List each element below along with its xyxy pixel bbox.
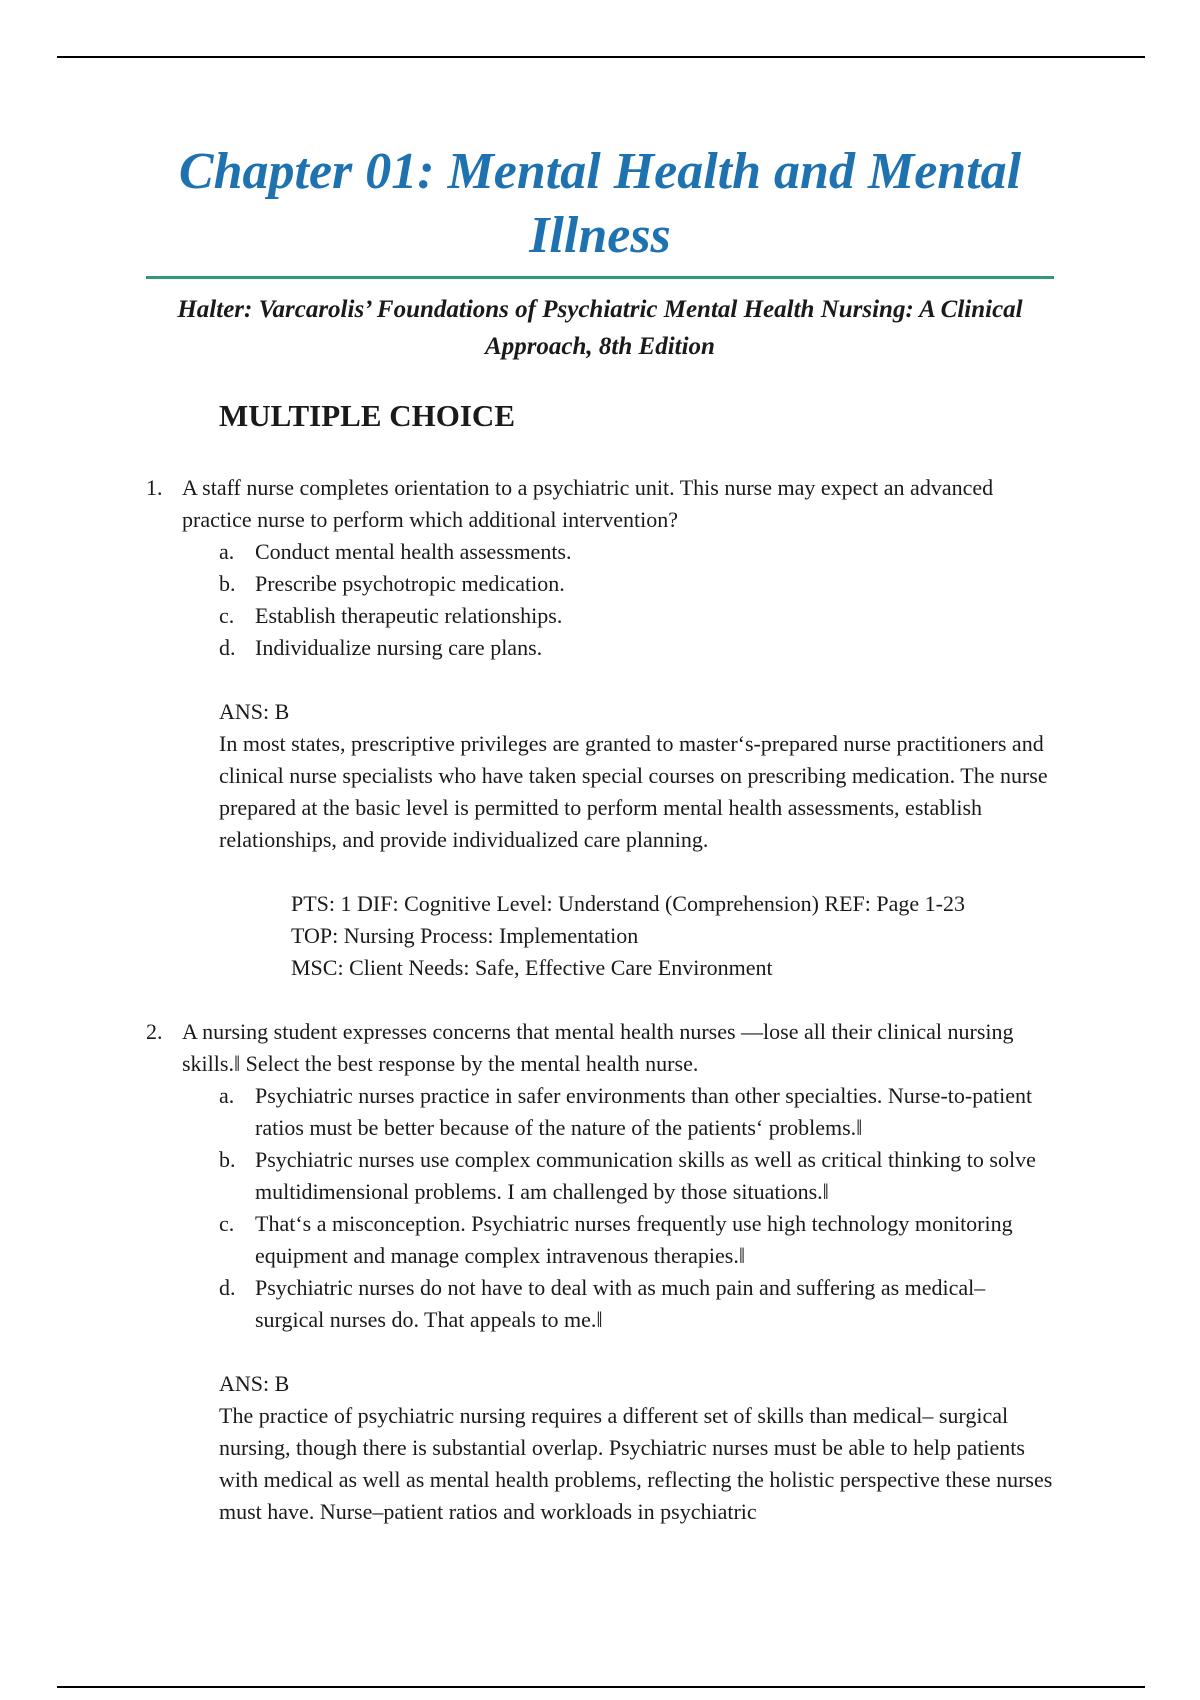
option-text: Establish therapeutic relationships.	[255, 603, 563, 628]
option-letter: b.	[219, 1147, 236, 1172]
option-letter: d.	[219, 635, 236, 660]
question-number: 2.	[146, 1019, 163, 1044]
top-rule	[57, 56, 1145, 58]
question-number: 1.	[146, 475, 163, 500]
option-letter: b.	[219, 571, 236, 596]
option-text: Conduct mental health assessments.	[255, 539, 572, 564]
answer-rationale: The practice of psychiatric nursing requires a different set of skills than medical– surgical nursing, though there is substantial overlap. Psychiatric nurses must be able to help patients with medical as well as mental health problems, reflecting the holistic perspective these nurses must have. Nurse–patient ratios and workloads in psychiatric	[219, 1403, 1053, 1524]
title-underline	[146, 276, 1054, 279]
book-subtitle: Halter: Varcarolis’ Foundations of Psychiatric Mental Health Nursing: A Clinical Approach, 8th Edition	[177, 296, 1023, 360]
question-meta-client-needs: MSC: Client Needs: Safe, Effective Care Environment	[291, 955, 773, 980]
option-text: Individualize nursing care plans.	[255, 635, 543, 660]
answer-key: ANS: B	[219, 1371, 290, 1396]
answer-rationale: In most states, prescriptive privileges are granted to master‘s-prepared nurse practitioners and clinical nurse specialists who have taken special courses on prescribing medication. The nurse prepared at the basic level is permitted to perform mental health assessments, establish relationships, and provide individualized care planning.	[219, 731, 1048, 852]
option-letter: c.	[219, 603, 235, 628]
bottom-rule	[57, 1686, 1145, 1688]
option-text: Psychiatric nurses use complex communication skills as well as critical thinking to solve multidimensional problems. I am challenged by those situations.‖	[255, 1147, 1036, 1204]
option-text: Psychiatric nurses practice in safer environments than other specialties. Nurse-to-patient ratios must be better because of the nature of the patients‘ problems.‖	[255, 1083, 1033, 1140]
question-meta-topic: TOP: Nursing Process: Implementation	[291, 923, 639, 948]
question-meta-pts: PTS: 1 DIF: Cognitive Level: Understand (Comprehension) REF: Page 1-23	[291, 891, 965, 916]
option-text: That‘s a misconception. Psychiatric nurses frequently use high technology monitoring equipment and manage complex intravenous therapies.‖	[255, 1211, 1013, 1268]
chapter-title: Chapter 01: Mental Health and Mental Illness	[178, 143, 1022, 264]
option-text: Psychiatric nurses do not have to deal with as much pain and suffering as medical– surgical nurses do. That appeals to me.‖	[255, 1275, 986, 1332]
option-text: Prescribe psychotropic medication.	[255, 571, 565, 596]
option-letter: a.	[219, 1083, 235, 1108]
option-letter: a.	[219, 539, 235, 564]
question-stem: A staff nurse completes orientation to a psychiatric unit. This nurse may expect an advanced practice nurse to perform which additional intervention?	[182, 475, 994, 532]
question-stem: A nursing student expresses concerns that mental health nurses ―lose all their clinical nursing skills.‖ Select the best response by the mental health nurse.	[182, 1019, 1014, 1076]
option-letter: c.	[219, 1211, 235, 1236]
answer-key: ANS: B	[219, 699, 290, 724]
section-heading: MULTIPLE CHOICE	[219, 398, 515, 433]
option-letter: d.	[219, 1275, 236, 1300]
